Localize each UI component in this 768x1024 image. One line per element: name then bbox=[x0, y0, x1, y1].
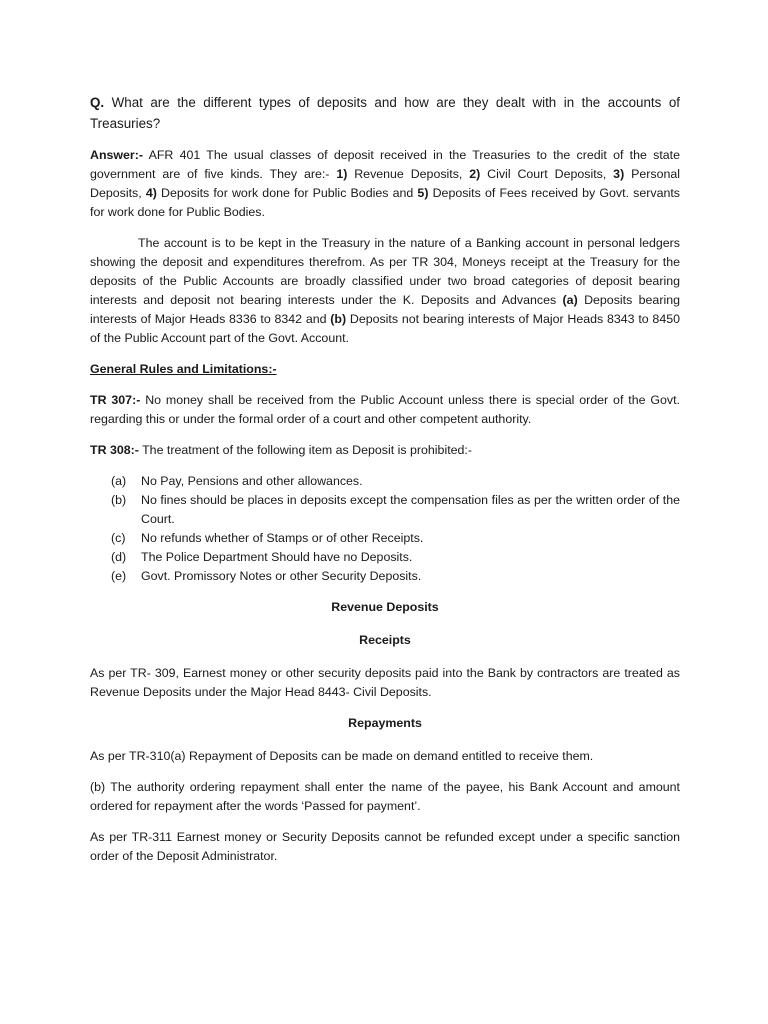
answer-item-2: Civil Court Deposits, bbox=[480, 167, 614, 181]
prohibited-items-list bbox=[90, 472, 680, 586]
account-text-3: Deposits not bearing interests of Major Heads 8343 to 8450 of the Public Account part of the Govt. Account. bbox=[90, 312, 680, 345]
list-item-label: (c) bbox=[111, 531, 126, 545]
answer-num-3: 3) bbox=[613, 167, 625, 181]
account-paragraph bbox=[90, 234, 680, 348]
list-item-text: No fines should be places in deposits except the compensation files as per the written order of the Court. bbox=[141, 493, 680, 526]
list-item bbox=[90, 567, 680, 586]
list-item bbox=[90, 472, 680, 491]
tr311-paragraph bbox=[90, 828, 680, 866]
account-text-1: The account is to be kept in the Treasury in the nature of a Banking account in personal ledgers showing the deposit and expenditures therefrom. As per TR 304, Moneys receipt at the Treasury for the deposits of the Public Accounts are broadly classified under two broad categories of deposit bearing interests and deposit not bearing interests under the K. Deposits and Advances bbox=[90, 236, 680, 307]
answer-intro: AFR 401 The usual classes of deposit received in the Treasuries to the credit of the state government are of five kinds. They are:- bbox=[90, 148, 680, 181]
tr311-label: As per TR-311 bbox=[90, 830, 173, 844]
document-body bbox=[90, 92, 680, 878]
list-item-label: (b) bbox=[111, 493, 127, 507]
answer-item-4: Deposits for work done for Public Bodies and bbox=[156, 186, 418, 200]
tr310a-text: Repayment of Deposits can be made on demand entitled to receive them. bbox=[185, 749, 594, 763]
question-label: Q. bbox=[90, 95, 105, 110]
account-text-2: Deposits bearing interests of Major Heads 8336 to 8342 and bbox=[90, 293, 680, 326]
answer-item-1: Revenue Deposits, bbox=[347, 167, 470, 181]
answer-label: Answer:- bbox=[90, 148, 144, 162]
list-item-label: (a) bbox=[111, 474, 127, 488]
tr310a-label: As per TR-310(a) bbox=[90, 749, 186, 763]
tr311-text: Earnest money or Security Deposits cannot be refunded except under a specific sanction order of the Deposit Administrator. bbox=[90, 830, 680, 863]
list-item bbox=[90, 491, 680, 529]
account-label-b: (b) bbox=[330, 312, 347, 326]
tr307-paragraph bbox=[90, 391, 680, 429]
tr308-paragraph bbox=[90, 441, 680, 460]
answer-num-1: 1) bbox=[336, 167, 348, 181]
list-item bbox=[90, 529, 680, 548]
tr309-text: , Earnest money or other security deposits paid into the Bank by contractors are treated as Revenue Deposits under the Major Head 8443- Civil Deposits. bbox=[90, 666, 680, 699]
answer-num-4: 4) bbox=[145, 186, 157, 200]
list-item-label: (e) bbox=[111, 569, 127, 583]
tr308-label: TR 308:- bbox=[90, 443, 139, 457]
answer-item-3: Personal Deposits, bbox=[90, 167, 680, 200]
answer-paragraph bbox=[90, 146, 680, 222]
revenue-deposits-heading: Revenue Deposits bbox=[331, 600, 439, 614]
list-item-text: The Police Department Should have no Deposits. bbox=[141, 550, 413, 564]
general-rules-heading: General Rules and Limitations:- bbox=[90, 362, 277, 376]
list-item bbox=[90, 548, 680, 567]
repayments-heading: Repayments bbox=[348, 716, 422, 730]
answer-num-2: 2) bbox=[469, 167, 481, 181]
list-item-text: No Pay, Pensions and other allowances. bbox=[141, 474, 363, 488]
question bbox=[90, 92, 680, 134]
tr307-text: No money shall be received from the Public Account unless there is special order of the Govt. regarding this or under the formal order of a court and other competent authority. bbox=[90, 393, 680, 426]
account-label-a: (a) bbox=[562, 293, 578, 307]
receipts-paragraph bbox=[90, 664, 680, 702]
tr308-text: The treatment of the following item as Deposit is prohibited:- bbox=[138, 443, 472, 457]
list-item-text: Govt. Promissory Notes or other Security Deposits. bbox=[141, 569, 422, 583]
answer-item-5: Deposits of Fees received by Govt. servants for work done for Public Bodies. bbox=[90, 186, 680, 219]
receipts-heading: Receipts bbox=[359, 633, 411, 647]
list-item-text: No refunds whether of Stamps or of other Receipts. bbox=[141, 531, 424, 545]
list-item-label: (d) bbox=[111, 550, 127, 564]
answer-num-5: 5) bbox=[417, 186, 429, 200]
question-text: What are the different types of deposits and how are they dealt with in the accounts of Treasuries? bbox=[90, 95, 680, 131]
tr307-label: TR 307:- bbox=[90, 393, 141, 407]
repay-a-paragraph bbox=[90, 747, 680, 766]
repay-b-paragraph: (b) The authority ordering repayment shall enter the name of the payee, his Bank Account and amount ordered for repayment after the words ‘Passed for payment’. bbox=[90, 780, 680, 813]
tr309-label: As per TR- 309 bbox=[90, 666, 176, 680]
